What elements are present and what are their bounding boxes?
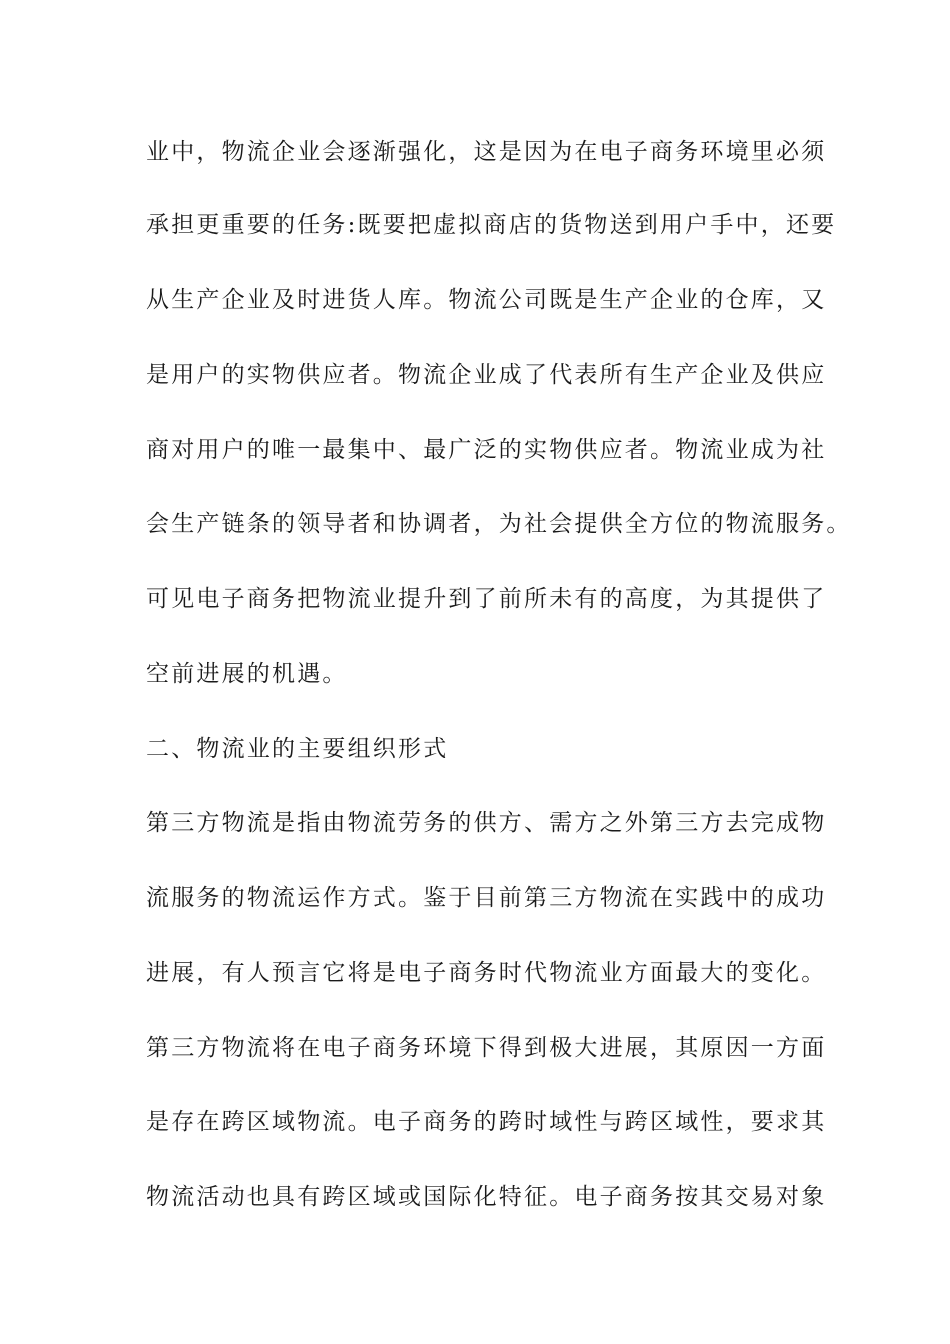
section-heading: 二、物流业的主要组织形式 bbox=[146, 736, 449, 762]
paragraph-line: 流服务的物流运作方式。鉴于目前第三方物流在实践中的成功 bbox=[146, 885, 827, 911]
paragraph-line: 进展，有人预言它将是电子商务时代物流业方面最大的变化。 bbox=[146, 960, 827, 986]
paragraph-line: 商对用户的唯一最集中、最广泛的实物供应者。物流业成为社 bbox=[146, 437, 827, 463]
paragraph-line: 第三方物流是指由物流劳务的供方、需方之外第三方去完成物 bbox=[146, 810, 827, 836]
paragraph-line: 第三方物流将在电子商务环境下得到极大进展，其原因一方面 bbox=[146, 1035, 827, 1061]
paragraph-line: 可见电子商务把物流业提升到了前所未有的高度，为其提供了 bbox=[146, 586, 827, 612]
paragraph-line: 承担更重要的任务:既要把虚拟商店的货物送到用户手中，还要 bbox=[146, 212, 837, 238]
paragraph-line: 会生产链条的领导者和协调者，为社会提供全方位的物流服务。 bbox=[146, 511, 852, 537]
paragraph-line: 从生产企业及时进货人库。物流公司既是生产企业的仓库，又 bbox=[146, 287, 827, 313]
paragraph-line: 是用户的实物供应者。物流企业成了代表所有生产企业及供应 bbox=[146, 362, 827, 388]
paragraph-line: 是存在跨区域物流。电子商务的跨时域性与跨区域性，要求其 bbox=[146, 1109, 827, 1135]
paragraph-line: 业中，物流企业会逐渐强化，这是因为在电子商务环境里必须 bbox=[146, 139, 827, 165]
paragraph-line: 物流活动也具有跨区域或国际化特征。电子商务按其交易对象 bbox=[146, 1184, 827, 1210]
paragraph-line: 空前进展的机遇。 bbox=[146, 661, 348, 687]
